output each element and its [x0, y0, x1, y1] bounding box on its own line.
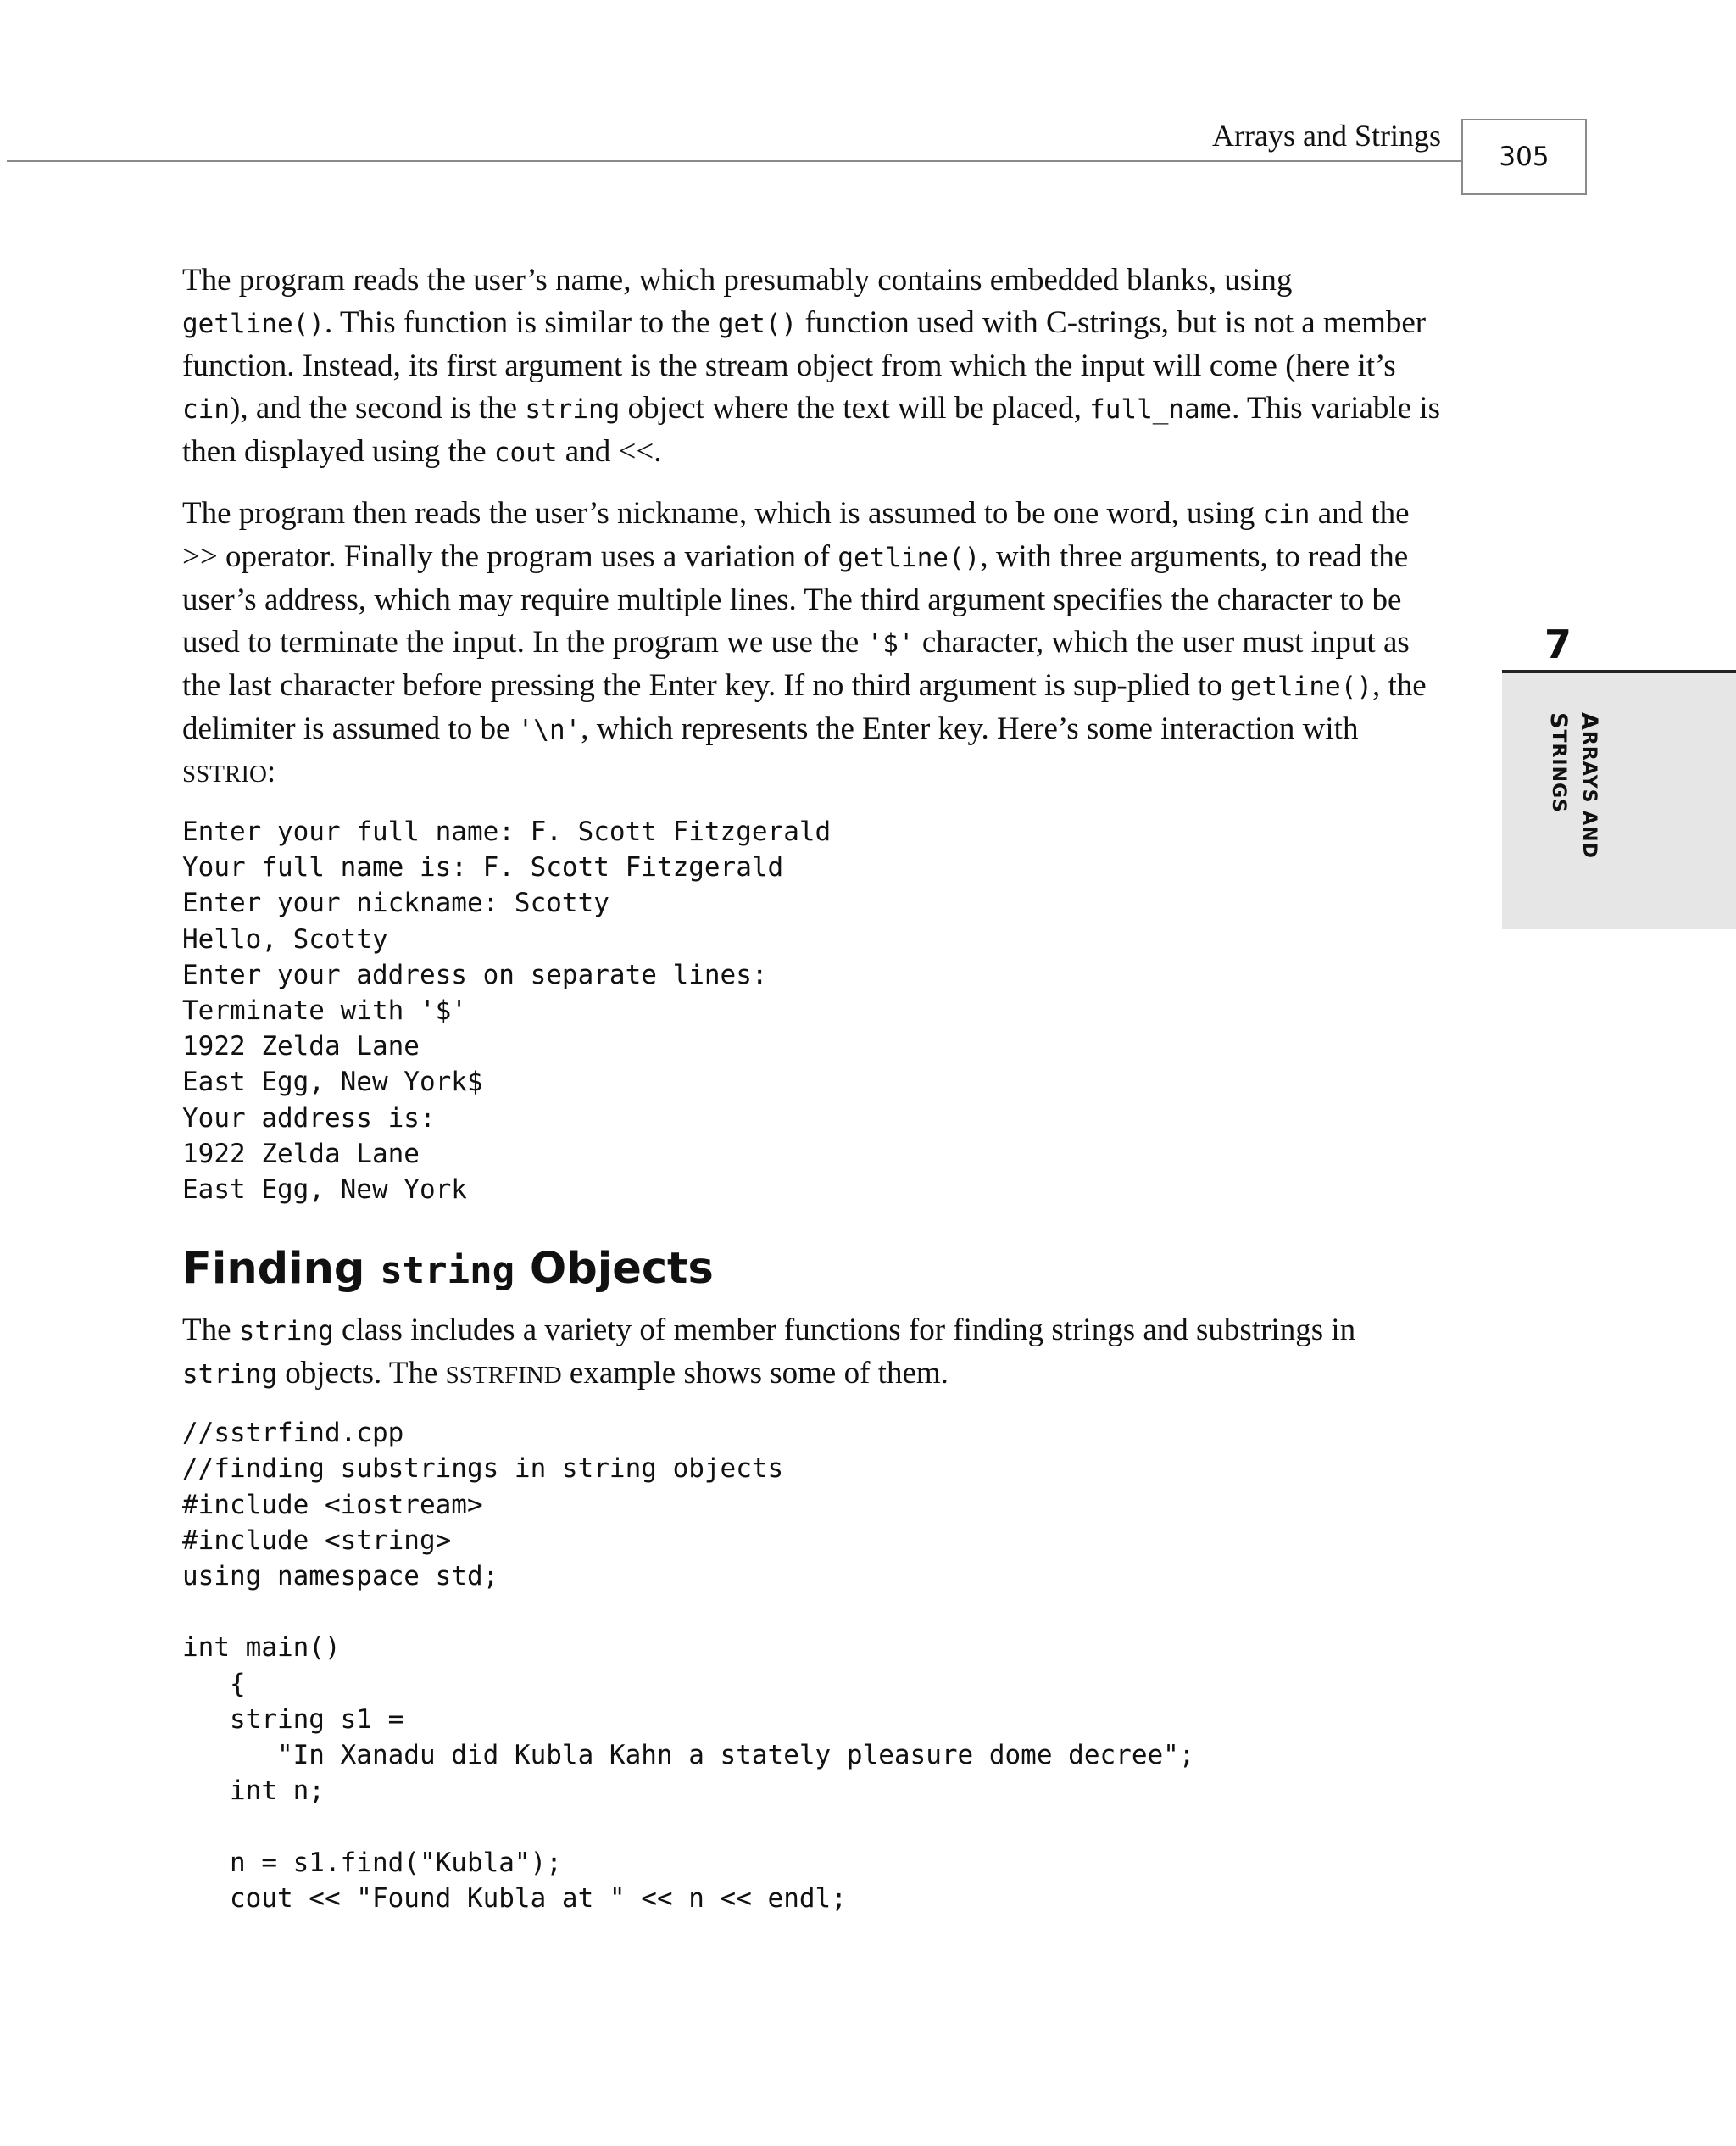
running-head: Arrays and Strings [1212, 119, 1441, 153]
paragraph-2: The program then reads the user’s nickname, which is assumed to be one word, using cin and the >> operator. Finally the program uses a variation of getline(), with three arguments, to read the user’s address, which may require multiple lines. The third argument specifies the character to be used to terminate the input. In the program we use the '$' character, which the user must input as the last character before pressing the Enter key. If no third argument is sup-plied to getline(), the delimiter is assumed to be '\n', which represents the Enter key. Here’s some interaction with SSTRIO: [182, 496, 1427, 789]
paragraph-1: The program reads the user’s name, which presumably contains embedded blanks, using getline(). This function is similar to the get() function used with C-strings, but is not a member function. Instead, its first argument is the stream object from which the input will come (here it’s cin), and the second is the string object where the text will be placed, full_name. This variable is then displayed using the cout and <<. [182, 263, 1441, 469]
chapter-tab-line-2: STRINGS [1545, 712, 1572, 813]
header-rule [7, 160, 1461, 162]
page-number [1461, 119, 1587, 195]
chapter-tab-label [1543, 712, 1604, 859]
chapter-tab [1502, 673, 1736, 929]
main-content [182, 259, 1445, 1916]
code-listing: //sstrfind.cpp //finding substrings in string objects #include <iostream> #include <string> using namespace std; int main() { string s1 = "In Xanadu did Kubla Kahn a stately pleasure dome decree"; int n; n = s1.find("Kubla"); cout << "Found Kubla at " << n << endl; [182, 1418, 1195, 1914]
program-output-listing: Enter your full name: F. Scott Fitzgerald Your full name is: F. Scott Fitzgerald Enter your nickname: Scotty Hello, Scotty Enter your address on separate lines: Terminate with '$' 1922 Zelda Lane East Egg, New York$ Your address is: 1922 Zelda Lane East Egg, New York [182, 817, 832, 1206]
section-heading: Finding string Objects [182, 1244, 714, 1295]
paragraph-3: The string class includes a variety of member functions for finding strings and substrings in string objects. The SSTRFIND example shows some of them. [182, 1313, 1356, 1391]
page-number-text: 305 [1499, 142, 1550, 172]
chapter-number: 7 [1544, 622, 1572, 667]
chapter-tab-line-1: ARRAYS AND [1576, 712, 1602, 859]
